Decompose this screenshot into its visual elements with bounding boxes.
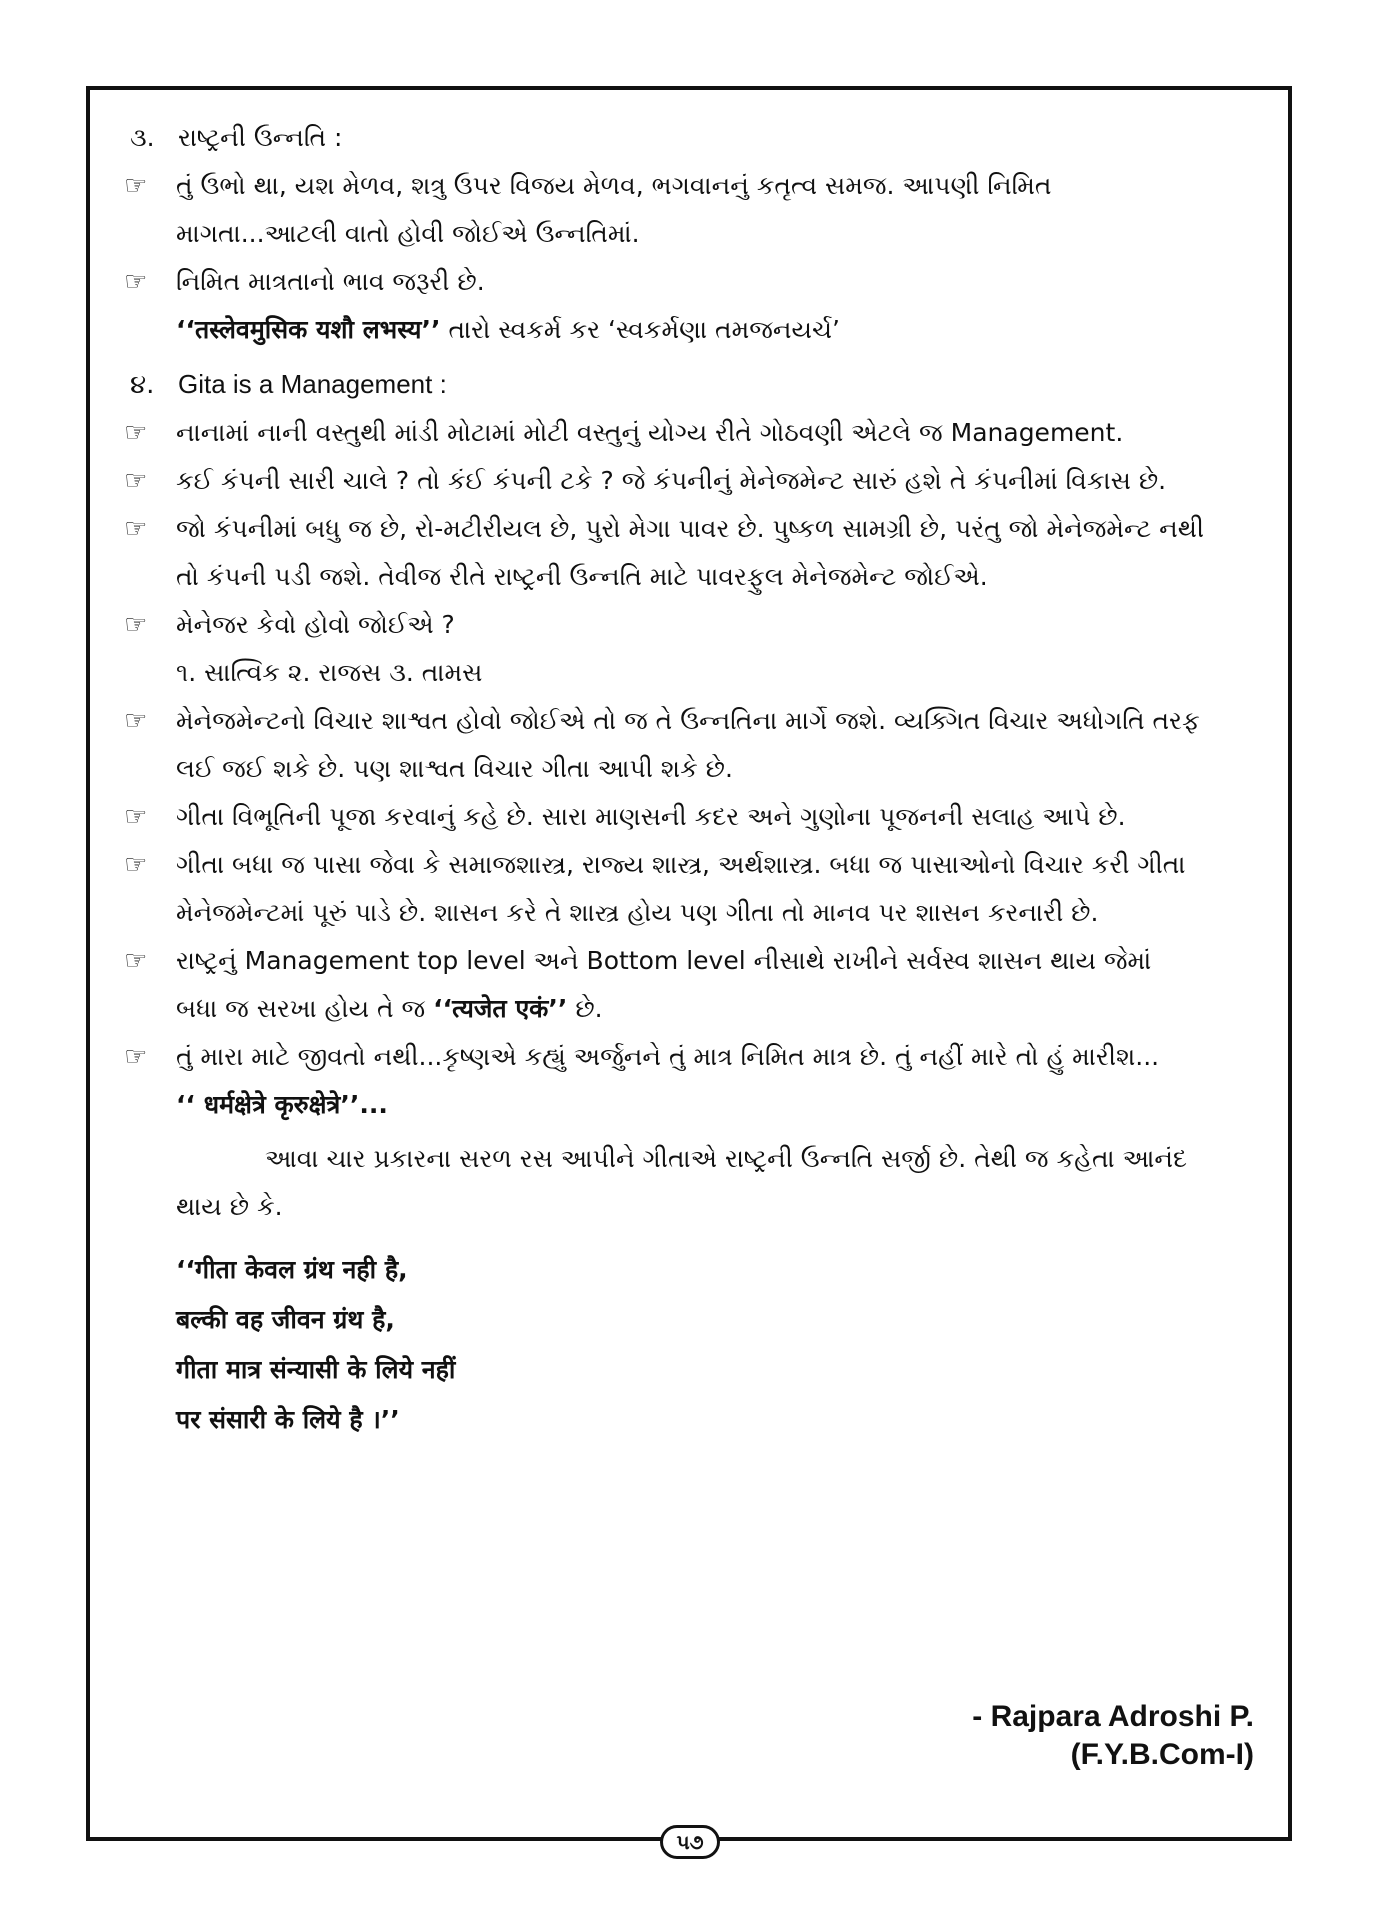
pointing-hand-icon: ☞ xyxy=(124,418,148,448)
author-class: (F.Y.B.Com-I) xyxy=(1070,1738,1254,1771)
section-4-heading xyxy=(120,360,1254,409)
author-signature xyxy=(972,1698,1254,1774)
poem-line: गीता मात्र संन्यासी के लिये नहीं xyxy=(176,1355,456,1384)
pointing-hand-icon: ☞ xyxy=(124,706,148,736)
list-item xyxy=(120,258,1254,306)
poem-line: पर संसारी के लिये है ।’’ xyxy=(176,1405,400,1434)
list-item xyxy=(120,1033,1254,1081)
list-item xyxy=(120,409,1254,457)
poem-line: बल्की वह जीवन ग्रंथ है, xyxy=(176,1305,395,1334)
page-number: ૫૭ xyxy=(660,1825,720,1859)
list-item-text: રાષ્ટ્રનું Management top level અને Bottom level નીસાથે રાખીને સર્વસ્વ શાસન થાય જેમાં xyxy=(176,946,1152,975)
pointing-hand-icon: ☞ xyxy=(124,1042,148,1072)
closing-paragraph-line: થાય છે કે. xyxy=(176,1192,283,1221)
pointing-hand-icon: ☞ xyxy=(124,171,148,201)
pointing-hand-icon: ☞ xyxy=(124,267,148,297)
list-item-text: મેનેજમેન્ટનો વિચાર શાશ્વત હોવો જોઈએ તો જ તે ઉન્નતિના માર્ગે જશે. વ્યક્ગિત વિચાર અધોગતિ તરફ xyxy=(176,706,1200,735)
list-item-text: ગીતા વિભૂતિની પૂજા કરવાનું કહે છે. સારા માણસની કદર અને ગુણોના પૂજનની સલાહ આપે છે. xyxy=(176,802,1126,831)
list-item-text: તું ઉભો થા, યશ મેળવ, શત્રુ ઉપર વિજય મેળવ, ભગવાનનું કતૃત્વ સમજ. આપણી નિમિત xyxy=(176,171,1052,200)
list-item-continuation: લઈ જઈ શકે છે. પણ શાશ્વત વિચાર ગીતા આપી શકે છે. xyxy=(176,754,733,783)
list-item-continuation: માગતા...આટલી વાતો હોવી જોઈએ ઉન્નતિમાં. xyxy=(176,219,640,248)
list-item-text: જો કંપનીમાં બધુ જ છે, રો-મટીરીયલ છે, પુરો મેગા પાવર છે. પુષ્કળ સામગ્રી છે, પરંતુ જો મેનેજમેન્ટ નથી xyxy=(176,514,1205,543)
pointing-hand-icon: ☞ xyxy=(124,946,148,976)
sanskrit-phrase: ‘‘त्यजेत एकं’’ xyxy=(433,994,568,1023)
list-item-continuation: મેનેજમેન્ટમાં પૂરું પાડે છે. શાસન કરે તે શાસ્ત્ર હોય પણ ગીતા તો માનવ પર શાસન કરનારી છે. xyxy=(176,898,1099,927)
list-item xyxy=(120,697,1254,745)
list-item xyxy=(120,505,1254,553)
continuation-text: છે. xyxy=(567,994,603,1023)
author-name: - Rajpara Adroshi P. xyxy=(972,1700,1254,1733)
closing-paragraph-line: આવા ચાર પ્રકારના સરળ રસ આપીને ગીતાએ રાષ્ટ્રની ઉન્નતિ સર્જી છે. તેથી જ કહેતા આનંદ xyxy=(265,1144,1188,1173)
pointing-hand-icon: ☞ xyxy=(124,610,148,640)
list-item-text: મેનેજર કેવો હોવો જોઈએ ? xyxy=(176,610,455,639)
sanskrit-quote: ‘‘तस्लेवमुसिक यशौ लभस्य’’ xyxy=(176,315,441,344)
poem-line: ‘‘गीता केवल ग्रंथ नही है, xyxy=(176,1255,408,1284)
list-item-text: તું મારા માટે જીવતો નથી...કૃષ્ણએ કહ્યું અર્જુનને તું માત્ર નિમિત માત્ર છે. તું નહીં મારે તો હું મારીશ... xyxy=(176,1042,1160,1071)
section-title: રાષ્ટ્રની ઉન્નતિ : xyxy=(178,123,343,152)
continuation-text: બધા જ સરખા હોય તે જ xyxy=(176,994,434,1023)
list-item xyxy=(120,937,1254,985)
list-item-text: નાનામાં નાની વસ્તુથી માંડી મોટામાં મોટી વસ્તુનું યોગ્ય રીતે ગોઠવણી એટલે જ Management. xyxy=(176,418,1124,447)
page-content xyxy=(120,108,1254,1445)
section-3-heading xyxy=(120,114,1254,162)
list-item-continuation: ૧. સાત્વિક ૨. રાજસ ૩. તામસ xyxy=(176,658,483,687)
list-item-text: ગીતા બધા જ પાસા જેવા કે સમાજશાસ્ત્ર, રાજ્ય શાસ્ત્ર, અર્થશાસ્ત્ર. બધા જ પાસાઓનો વિચાર કરી ગીતા xyxy=(176,850,1186,879)
pointing-hand-icon: ☞ xyxy=(124,514,148,544)
list-item-continuation xyxy=(120,985,1254,1033)
section-number: ૪. xyxy=(130,370,155,400)
pointing-hand-icon: ☞ xyxy=(124,802,148,832)
pointing-hand-icon: ☞ xyxy=(124,850,148,880)
section-number: ૩. xyxy=(130,123,155,152)
list-item-text: કઈ કંપની સારી ચાલે ? તો કંઈ કંપની ટકે ? જે કંપનીનું મેનેજમેન્ટ સારું હશે તે કંપનીમાં વિકાસ છે. xyxy=(176,466,1167,495)
sanskrit-quote-line xyxy=(120,306,1254,354)
list-item-continuation: તો કંપની પડી જશે. તેવીજ રીતે રાષ્ટ્રની ઉન્નતિ માટે પાવરફુલ મેનેજમેન્ટ જોઈએ. xyxy=(176,562,988,591)
hindi-poem xyxy=(120,1245,1254,1445)
list-item xyxy=(120,841,1254,889)
sanskrit-phrase: ‘‘ धर्मक्षेत्रे कृरुक्षेत्रे’’... xyxy=(176,1090,388,1119)
list-item xyxy=(120,162,1254,210)
section-title: Gita is a Management : xyxy=(178,369,447,399)
quote-gloss: તારો સ્વકર્મ કર ‘સ્વકર્મણા તમજનયર્ચ’ xyxy=(448,315,840,344)
list-item-text: નિમિત માત્રતાનો ભાવ જરૂરી છે. xyxy=(176,267,485,296)
list-item xyxy=(120,793,1254,841)
pointing-hand-icon: ☞ xyxy=(124,466,148,496)
list-item xyxy=(120,457,1254,505)
list-item xyxy=(120,601,1254,649)
